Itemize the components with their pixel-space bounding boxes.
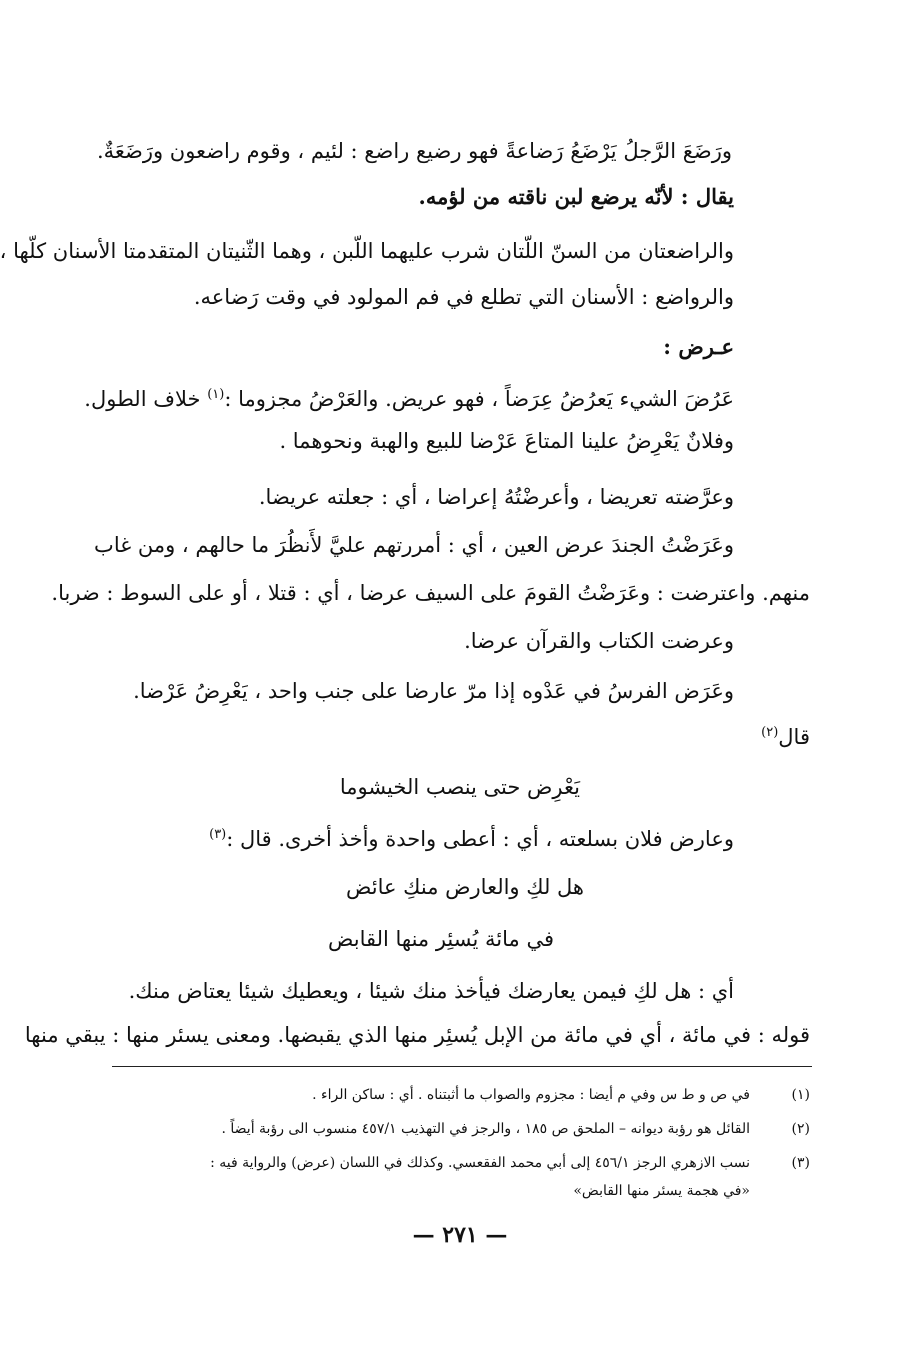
footnote-text: في ص و ط س وفي م أيضا : مجزوم والصواب ما أثبتناه . أي : ساكن الراء .: [312, 1087, 750, 1103]
verse-line: يَعْرِض حتى ينصب الخيشوما: [339, 775, 580, 799]
footnote-text: القائل هو رؤبة ديوانه – الملحق ص ١٨٥ ، والرجز في التهذيب ٤٥٧/١ منسوب الى رؤبة أيضاً .: [221, 1121, 750, 1137]
section-heading: عـرض :: [663, 334, 734, 359]
text-line: وعَرَضْتُ الجندَ عرض العين ، أي : أمررتهم عليَّ لأَنظُرَ ما حالهم ، ومن غاب: [94, 533, 734, 557]
verse-line: هل لكِ والعارض منكِ عائض: [346, 875, 584, 899]
text-line: أي : هل لكِ فيمن يعارضك فيأخذ منك شيئا ، ويعطيك شيئا يعتاض منك.: [128, 979, 734, 1003]
text-line: يقال : لأنّه يرضع لبن ناقته من لؤمه.: [418, 184, 734, 209]
text-line: [761, 718, 810, 752]
text-line: [84, 380, 734, 414]
text-line: منهم. واعترضت : وعَرَضْتُ القومَ على السيف عرضا ، أي : قتلا ، أو على السوط : ضربا.: [51, 581, 810, 605]
footnote-ref: (٢): [761, 725, 779, 740]
text-line: والراضعتان من السنّ اللّتان شرب عليهما اللّبن ، وهما الثّنيتان المتقدمتا الأسنان كلّها ،: [0, 239, 734, 263]
footnote-number: (٣): [791, 1155, 810, 1171]
text-line: وفلانٌ يَعْرِضُ علينا المتاعَ عَرْضا للبيع والهبة ونحوهما .: [279, 429, 734, 453]
page-number: — ٢٧١ —: [412, 1222, 508, 1248]
footnote-quote: «في هجمة يسئر منها القابض»: [573, 1183, 750, 1199]
footnote-number: (١): [791, 1087, 810, 1103]
footnote-number: (٢): [791, 1121, 810, 1137]
footnote-divider: [112, 1066, 812, 1067]
text-line: ورَضَعَ الرَّجلُ يَرْضَعُ رَضاعةً فهو رضيع راضع : لئيم ، وقوم راضعون ورَضَعَةٌ.: [96, 139, 732, 163]
footnote-text: نسب الازهري الرجز ٤٥٦/١ إلى أبي محمد الفقعسي. وكذلك في اللسان (عرض) والرواية فيه :: [210, 1155, 750, 1171]
text-span: عَرُضَ الشيء يَعرُضُ عِرَضاً ، فهو عريض. والعَرْضُ مجزوما :: [224, 387, 734, 411]
text-span: خلاف الطول.: [84, 387, 201, 411]
text-span: وعارض فلان بسلعته ، أي : أعطى واحدة وأخذ أخرى. قال :: [226, 827, 734, 851]
text-span: قال: [778, 725, 810, 749]
text-line: وعرَّضته تعريضا ، وأعرضْتُهُ إعراضا ، أي : جعلته عريضا.: [258, 485, 734, 509]
text-line: قوله : في مائة ، أي في مائة من الإبل يُسئِر منها الذي يقبضها. ومعنى يسئر منها : يبقي منها: [24, 1023, 810, 1047]
footnote-ref: (٣): [209, 827, 227, 842]
text-line: [209, 820, 734, 854]
verse-line: في مائة يُسئِر منها القابض: [328, 927, 554, 951]
text-line: وعَرَض الفرسُ في عَدْوه إذا مرّ عارضا على جنب واحد ، يَعْرِضُ عَرْضا.: [133, 679, 734, 703]
footnote-ref: (١): [207, 387, 225, 402]
text-line: والرواضع : الأسنان التي تطلع في فم المولود في وقت رَضاعه.: [193, 285, 734, 309]
text-line: وعرضت الكتاب والقرآن عرضا.: [464, 629, 734, 653]
